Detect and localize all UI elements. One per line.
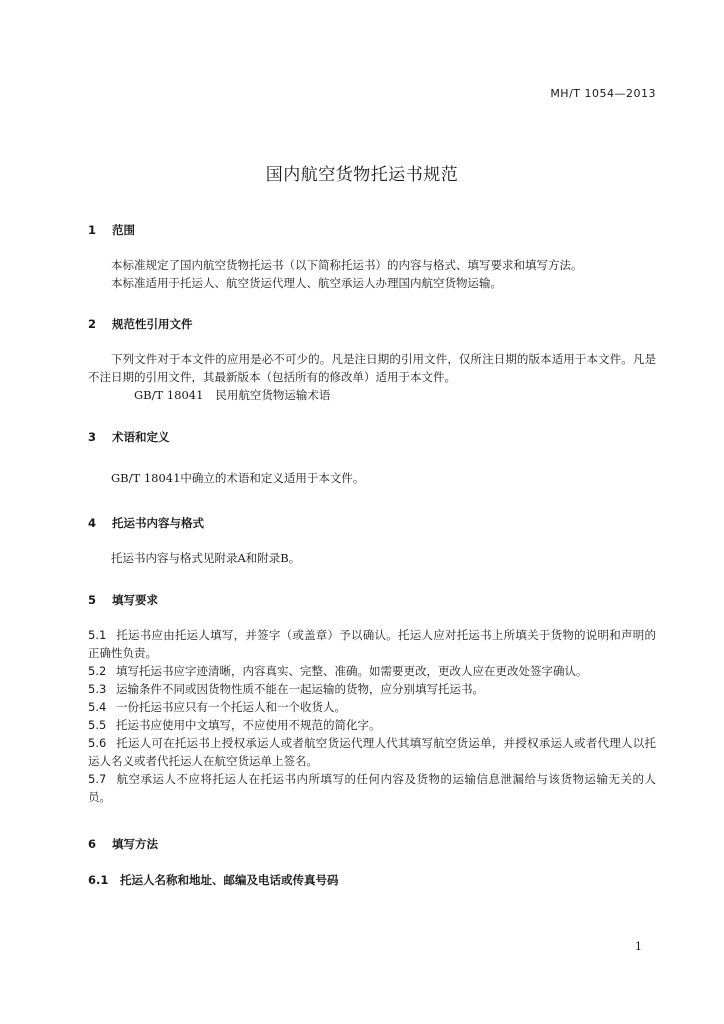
header-rule [88,106,656,107]
clause-5-4 [88,698,656,716]
clause-number: 5.4 [88,700,107,714]
section-4-heading [88,515,204,531]
section-number: 3 [88,430,97,444]
paragraph: 本标准规定了国内航空货物托运书（以下简称托运书）的内容与格式、填写要求和填写方法。 [111,258,583,272]
section-number: 6.1 [88,873,109,887]
clause-text: 航空承运人不应将托运人在托运书内所填写的任何内容及货物的运输信息泄漏给与该货物运输无关的人员。 [88,772,656,804]
reference-title: 民用航空货物运输术语 [215,388,331,402]
section-title: 托运书内容与格式 [112,516,205,530]
clause-5-5 [88,716,656,734]
section-4-body [88,549,656,567]
section-6-heading [88,836,158,852]
normative-reference [88,386,656,404]
section-title: 填写方法 [112,837,159,851]
section-5-heading [88,592,158,608]
section-number: 5 [88,593,97,607]
clause-text: 运输条件不同或因货物性质不能在一起运输的货物，应分别填写托运书。 [116,682,484,696]
clause-number: 5.3 [88,682,107,696]
section-3-heading [88,429,170,445]
clause-number: 5.7 [88,772,107,786]
paragraph: 下列文件对于本文件的应用是必不可少的。凡是注日期的引用文件，仅所注日期的版本适用于本文件。凡是不注日期的引用文件，其最新版本（包括所有的修改单）适用于本文件。 [88,352,656,384]
standard-code-header: MH/T 1054—2013 [550,87,656,100]
clause-text: 托运书应使用中文填写，不应使用不规范的简化字。 [116,718,381,732]
clause-text: 托运人可在托运书上授权承运人或者航空货运代理人代其填写航空货运单，并授权承运人或者代理人以托运人名义或者代托运人在航空货运单上签名。 [88,736,656,768]
document-title: 国内航空货物托运书规范 [265,165,459,185]
clause-number: 5.6 [88,736,107,750]
section-title: 托运人名称和地址、邮编及电话或传真号码 [120,873,339,887]
clause-5-2 [88,662,656,680]
section-title: 术语和定义 [112,430,170,444]
section-number: 2 [88,317,97,331]
clause-text: 托运书应由托运人填写，并签字（或盖章）予以确认。托运人应对托运书上所填关于货物的说明和声明的正确性负责。 [88,628,656,660]
section-6-1-heading [88,872,339,888]
paragraph: GB/T 18041中确立的术语和定义适用于本文件。 [111,471,365,485]
section-title: 规范性引用文件 [112,317,193,331]
section-title: 范围 [112,223,136,237]
clause-text: 填写托运书应字迹清晰，内容真实、完整、准确。如需要更改，更改人应在更改处签字确认。 [116,664,588,678]
section-number: 4 [88,516,97,530]
section-1-heading [88,222,135,238]
clause-number: 5.5 [88,718,107,732]
section-5-body [88,626,656,806]
section-3-body [88,469,656,487]
section-1-body [88,256,656,292]
paragraph: 托运书内容与格式见附录A和附录B。 [111,551,301,565]
reference-code: GB/T 18041 [134,388,204,402]
section-title: 填写要求 [112,593,159,607]
section-2-heading [88,316,193,332]
clause-5-1 [88,626,656,662]
clause-text: 一份托运书应只有一个托运人和一个收货人。 [116,700,346,714]
section-number: 1 [88,223,97,237]
section-2-body [88,350,656,404]
paragraph: 本标准适用于托运人、航空货运代理人、航空承运人办理国内航空货物运输。 [111,276,502,290]
clause-5-3 [88,680,656,698]
clause-5-6 [88,734,656,770]
clause-5-7 [88,770,656,806]
section-number: 6 [88,837,97,851]
clause-number: 5.1 [88,628,107,642]
clause-number: 5.2 [88,664,107,678]
page-number: 1 [635,940,642,953]
